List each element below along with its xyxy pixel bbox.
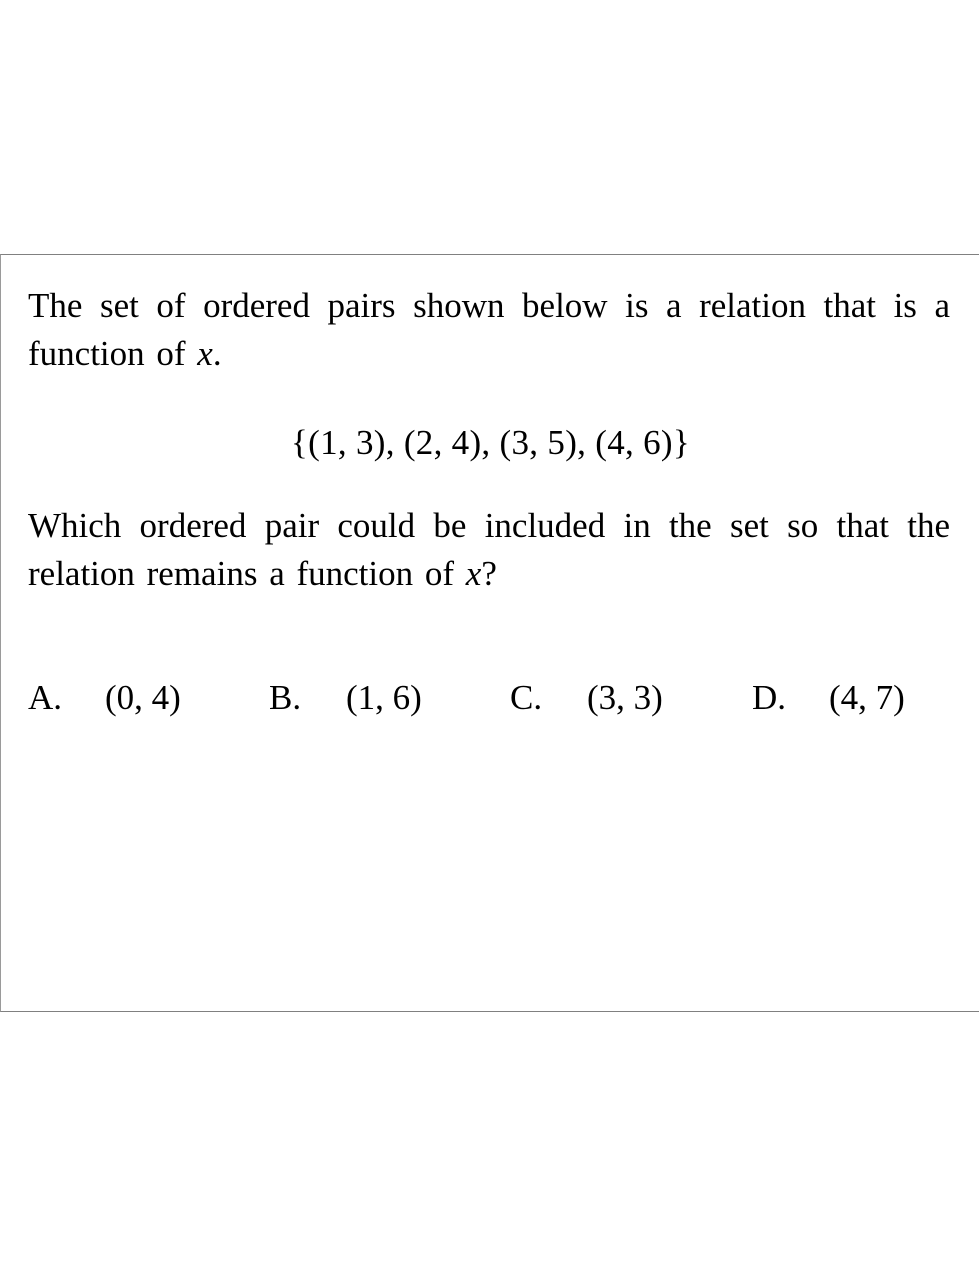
question-prompt <box>28 502 950 598</box>
variable-x: x <box>197 334 213 373</box>
choice-a[interactable] <box>28 674 181 722</box>
choice-letter: B. <box>269 678 302 717</box>
intro-period: . <box>212 334 222 373</box>
choice-letter: A. <box>28 678 63 717</box>
variable-x: x <box>465 554 482 593</box>
question-intro <box>28 282 950 378</box>
choice-c[interactable] <box>510 674 663 722</box>
choice-letter: D. <box>752 678 787 717</box>
choice-value: (0, 4) <box>105 678 181 717</box>
choice-d[interactable] <box>752 674 905 722</box>
question-prompt-text: Which ordered pair could be included in the set so that the relation remains a function of <box>28 506 950 593</box>
ordered-pair-set: {(1, 3), (2, 4), (3, 5), (4, 6)} <box>291 423 690 462</box>
choice-letter: C. <box>510 678 543 717</box>
choice-value: (1, 6) <box>346 678 422 717</box>
question-intro-text: The set of ordered pairs shown below is a relation that is a function of <box>28 286 950 373</box>
choice-b[interactable] <box>269 674 422 722</box>
choice-value: (3, 3) <box>587 678 663 717</box>
answer-choices <box>28 674 968 722</box>
prompt-question-mark: ? <box>481 554 497 593</box>
choice-value: (4, 7) <box>829 678 905 717</box>
question-frame <box>0 254 979 1012</box>
